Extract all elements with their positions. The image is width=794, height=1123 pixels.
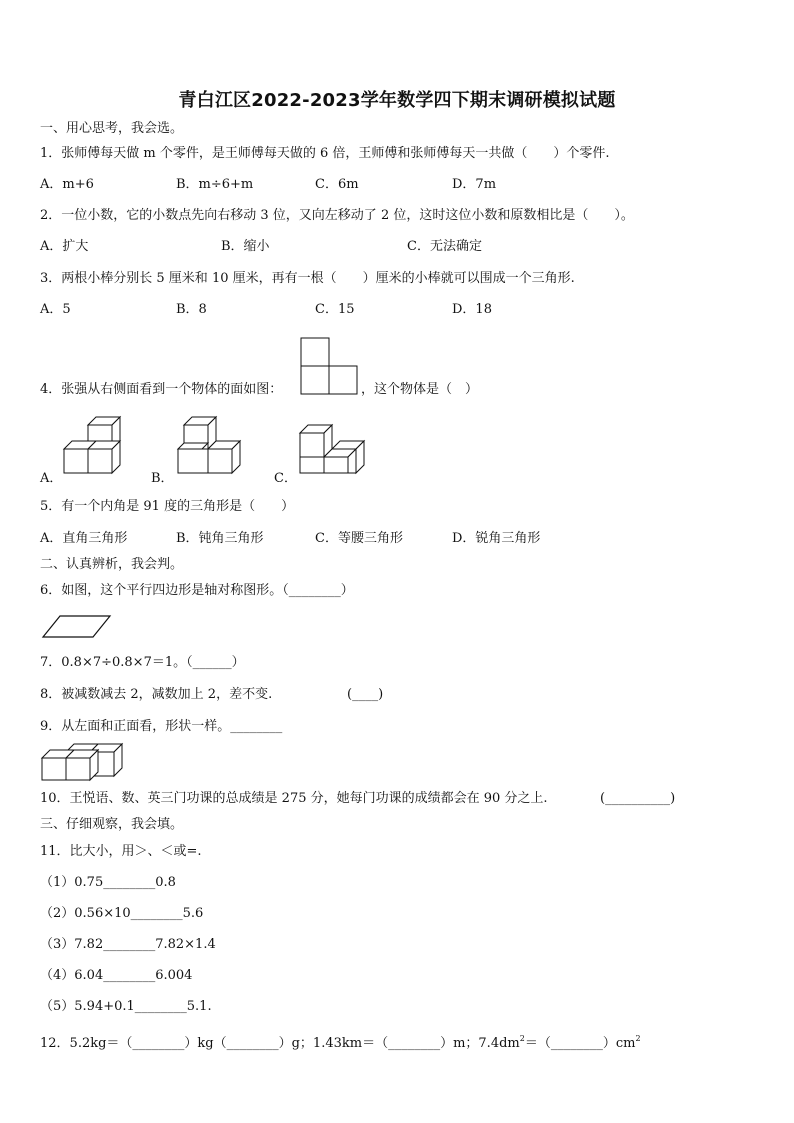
q2-option-a: A．扩大 <box>40 239 89 254</box>
q5-option-c: C．等腰三角形 <box>315 531 403 546</box>
question-6: 6．如图，这个平行四边形是轴对称图形。（________） <box>40 583 354 598</box>
q1-option-d: D．7m <box>452 177 497 192</box>
parallelogram-figure <box>40 614 112 640</box>
q3-option-b: B．8 <box>176 302 207 317</box>
q5-option-b: B．钝角三角形 <box>176 531 264 546</box>
q2-option-b: B．缩小 <box>221 239 270 254</box>
q10-answer-blank: (__________) <box>600 791 676 806</box>
q1-option-c: C．6m <box>315 177 359 192</box>
page-title: 青白江区2022-2023学年数学四下期末调研模拟试题 <box>178 90 616 111</box>
question-9: 9．从左面和正面看，形状一样。________ <box>40 719 283 734</box>
q9-cube-figure <box>40 742 126 782</box>
q11-item-1: （1）0.75________0.8 <box>40 875 176 890</box>
section-heading-2: 二、认真辨析，我会判。 <box>40 557 184 572</box>
q11-item-2: （2）0.56×10________5.6 <box>40 906 204 921</box>
q4-option-b: B． <box>151 471 174 486</box>
question-8: 8．被减数减去 2，减数加上 2，差不变. <box>40 687 273 702</box>
side-view-figure <box>300 337 360 397</box>
section-heading-3: 三、仔细观察，我会填。 <box>40 817 184 832</box>
question-1: 1．张师傅每天做 m 个零件，是王师傅每天做的 6 倍，王师傅和张师傅每天一共做（ ）个零件. <box>40 146 610 161</box>
q4-option-a: A． <box>40 471 63 486</box>
question-4-tail: ，这个物体是（ ） <box>361 382 479 397</box>
q2-option-c: C．无法确定 <box>407 239 482 254</box>
q4-option-c: C． <box>274 471 297 486</box>
q1-option-b: B．m÷6+m <box>176 177 254 192</box>
q1-option-a: A．m+6 <box>40 177 94 192</box>
q12-superscript-1: 2 <box>519 1034 525 1043</box>
question-5: 5．有一个内角是 91 度的三角形是（ ） <box>40 499 295 514</box>
q8-answer-blank: (____) <box>347 687 384 702</box>
q11-item-4: （4）6.04________6.004 <box>40 968 193 983</box>
q11-item-5: （5）5.94+0.1________5.1. <box>40 999 212 1014</box>
q3-option-d: D．18 <box>452 302 492 317</box>
q12-part-2: ＝（________）cm <box>524 1036 636 1051</box>
question-4-text: 4．张强从右侧面看到一个物体的面如图： <box>40 382 283 397</box>
question-7: 7．0.8×7÷0.8×7＝1。（______） <box>40 655 245 670</box>
q5-option-d: D．锐角三角形 <box>452 531 541 546</box>
question-10: 10．王悦语、数、英三门功课的总成绩是 275 分，她每门功课的成绩都会在 90 分之上. <box>40 791 548 806</box>
section-heading-1: 一、用心思考，我会选。 <box>40 121 184 136</box>
question-3: 3．两根小棒分别长 5 厘米和 10 厘米，再有一根（ ）厘米的小棒就可以围成一个三角形. <box>40 271 575 286</box>
question-2: 2．一位小数，它的小数点先向右移动 3 位，又向左移动了 2 位，这时这位小数和原数相比是（ ）。 <box>40 208 634 223</box>
q4-cube-figure-b <box>176 413 244 485</box>
q5-option-a: A．直角三角形 <box>40 531 128 546</box>
q12-superscript-2: 2 <box>635 1034 641 1043</box>
q4-cube-figure-c <box>298 413 370 485</box>
q11-item-3: （3）7.82________7.82×1.4 <box>40 937 216 952</box>
question-11: 11．比大小，用＞、＜或=. <box>40 844 202 859</box>
q4-cube-figure-a <box>62 413 126 485</box>
q3-option-c: C．15 <box>315 302 355 317</box>
q3-option-a: A．5 <box>40 302 71 317</box>
q12-part-1: 12．5.2kg＝（________）kg（________）g；1.43km＝（________）m；7.4dm <box>40 1036 520 1051</box>
question-12 <box>40 1030 641 1053</box>
